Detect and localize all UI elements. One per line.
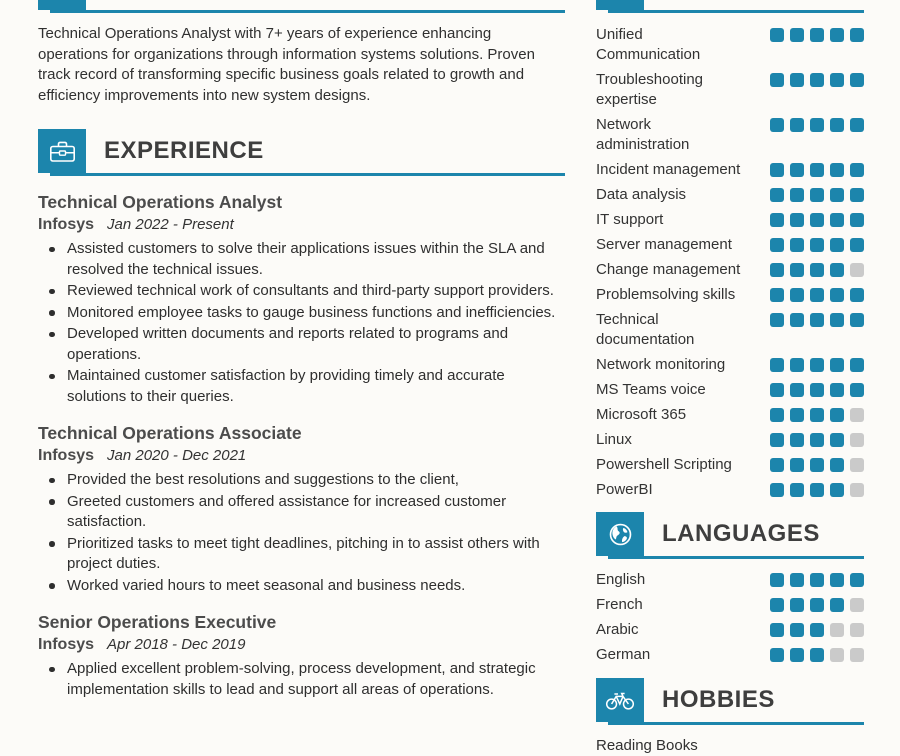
skill-level-squares bbox=[770, 310, 864, 327]
skills-header bbox=[596, 0, 864, 13]
level-square-filled bbox=[810, 408, 824, 422]
level-square-filled bbox=[830, 213, 844, 227]
level-square-filled bbox=[790, 188, 804, 202]
level-square-filled bbox=[770, 573, 784, 587]
summary-section bbox=[38, 0, 565, 106]
summary-underline bbox=[50, 10, 565, 13]
job-bullet: Provided the best resolutions and suggestions to the client, bbox=[38, 470, 565, 491]
skills-section bbox=[596, 0, 864, 500]
level-square-filled bbox=[810, 163, 824, 177]
level-square-filled bbox=[770, 648, 784, 662]
skill-level-squares bbox=[770, 260, 864, 277]
language-level-squares bbox=[770, 620, 864, 637]
level-square-filled bbox=[790, 263, 804, 277]
level-square-filled bbox=[770, 163, 784, 177]
level-square-filled bbox=[810, 483, 824, 497]
level-square-filled bbox=[790, 73, 804, 87]
language-label: French bbox=[596, 596, 643, 613]
skill-level-squares bbox=[770, 430, 864, 447]
level-square-filled bbox=[850, 573, 864, 587]
skill-label: Powershell Scripting bbox=[596, 456, 732, 473]
language-row bbox=[596, 645, 864, 665]
experience-title: EXPERIENCE bbox=[104, 137, 264, 164]
level-square-filled bbox=[830, 458, 844, 472]
skill-row bbox=[596, 285, 864, 305]
level-square-filled bbox=[790, 358, 804, 372]
level-square-filled bbox=[850, 383, 864, 397]
level-square-filled bbox=[790, 28, 804, 42]
level-square-filled bbox=[830, 188, 844, 202]
level-square-filled bbox=[810, 263, 824, 277]
language-row bbox=[596, 595, 864, 615]
hobby-list bbox=[596, 735, 864, 756]
skill-label: MS Teams voice bbox=[596, 381, 706, 398]
level-square-filled bbox=[790, 458, 804, 472]
skill-label: Network monitoring bbox=[596, 356, 726, 373]
summary-text: Technical Operations Analyst with 7+ years of experience enhancing operations for organizations through information systems solutions. Proven track record of transforming specific business goals related to growth and efficiency improvements into new system designs. bbox=[38, 25, 535, 104]
skill-level-squares bbox=[770, 70, 864, 87]
level-square-filled bbox=[830, 118, 844, 132]
job-bullet: Prioritized tasks to meet tight deadlines, pitching in to assist others with project duties. bbox=[38, 534, 565, 575]
level-square-filled bbox=[810, 288, 824, 302]
job-list bbox=[38, 190, 565, 700]
level-square-filled bbox=[770, 623, 784, 637]
job-bullet: Maintained customer satisfaction by providing timely and accurate solutions to their queries. bbox=[38, 366, 565, 407]
level-square-filled bbox=[770, 598, 784, 612]
skill-list bbox=[596, 25, 864, 500]
level-square-filled bbox=[790, 408, 804, 422]
right-column bbox=[596, 0, 864, 756]
skill-label: Linux bbox=[596, 431, 632, 448]
job-entry bbox=[38, 190, 565, 407]
job-title: Senior Operations Executive bbox=[38, 612, 277, 632]
level-square-empty bbox=[830, 623, 844, 637]
level-square-filled bbox=[850, 358, 864, 372]
left-column bbox=[38, 0, 565, 701]
languages-header bbox=[596, 512, 864, 559]
level-square-filled bbox=[830, 238, 844, 252]
level-square-filled bbox=[830, 163, 844, 177]
level-square-filled bbox=[810, 598, 824, 612]
job-bullet: Applied excellent problem-solving, process development, and strategic implementation skills to lead and support all areas of operations. bbox=[38, 659, 565, 700]
job-meta bbox=[38, 445, 565, 467]
level-square-filled bbox=[790, 433, 804, 447]
languages-underline bbox=[608, 556, 864, 559]
level-square-filled bbox=[830, 433, 844, 447]
level-square-filled bbox=[770, 383, 784, 397]
level-square-filled bbox=[790, 213, 804, 227]
level-square-filled bbox=[790, 573, 804, 587]
languages-title: LANGUAGES bbox=[662, 520, 820, 547]
summary-header bbox=[38, 0, 565, 13]
level-square-filled bbox=[830, 28, 844, 42]
job-bullet: Greeted customers and offered assistance for increased customer satisfaction. bbox=[38, 492, 565, 533]
job-bullet: Monitored employee tasks to gauge business functions and inefficiencies. bbox=[38, 303, 565, 324]
level-square-filled bbox=[810, 573, 824, 587]
skill-level-squares bbox=[770, 25, 864, 42]
level-square-filled bbox=[810, 73, 824, 87]
level-square-filled bbox=[850, 213, 864, 227]
level-square-filled bbox=[770, 28, 784, 42]
skill-label: Problemsolving skills bbox=[596, 286, 736, 303]
summary-title bbox=[104, 0, 231, 2]
skill-label: Data analysis bbox=[596, 186, 687, 203]
skill-label: Unified Communication bbox=[596, 26, 701, 63]
level-square-filled bbox=[810, 458, 824, 472]
job-meta bbox=[38, 214, 565, 236]
level-square-filled bbox=[830, 483, 844, 497]
level-square-filled bbox=[770, 238, 784, 252]
job-title: Technical Operations Associate bbox=[38, 423, 302, 443]
level-square-filled bbox=[770, 408, 784, 422]
level-square-filled bbox=[770, 313, 784, 327]
experience-section bbox=[38, 129, 565, 700]
level-square-filled bbox=[790, 163, 804, 177]
star-icon bbox=[596, 0, 644, 10]
level-square-filled bbox=[850, 163, 864, 177]
level-square-filled bbox=[790, 383, 804, 397]
skill-label: Change management bbox=[596, 261, 741, 278]
level-square-filled bbox=[810, 648, 824, 662]
skill-row bbox=[596, 380, 864, 400]
skill-label: Server management bbox=[596, 236, 732, 253]
experience-header bbox=[38, 129, 565, 176]
skill-label: Network administration bbox=[596, 116, 690, 153]
level-square-filled bbox=[810, 433, 824, 447]
job-dates: Jan 2020 - Dec 2021 bbox=[107, 447, 247, 464]
skill-row bbox=[596, 25, 864, 65]
skill-label: Troubleshooting expertise bbox=[596, 71, 704, 108]
skill-row bbox=[596, 405, 864, 425]
job-dates: Jan 2022 - Present bbox=[107, 216, 234, 233]
level-square-filled bbox=[790, 648, 804, 662]
level-square-empty bbox=[850, 458, 864, 472]
level-square-filled bbox=[830, 383, 844, 397]
job-bullet: Assisted customers to solve their applications issues within the SLA and resolved the technical issues. bbox=[38, 239, 565, 280]
skill-row bbox=[596, 70, 864, 110]
skill-label: Incident management bbox=[596, 161, 741, 178]
level-square-filled bbox=[770, 458, 784, 472]
skill-label: IT support bbox=[596, 211, 664, 228]
level-square-filled bbox=[790, 313, 804, 327]
hobbies-header bbox=[596, 678, 864, 725]
bicycle-icon bbox=[596, 678, 644, 722]
briefcase-icon bbox=[38, 129, 86, 173]
skill-level-squares bbox=[770, 185, 864, 202]
level-square-filled bbox=[830, 408, 844, 422]
skill-level-squares bbox=[770, 405, 864, 422]
level-square-filled bbox=[810, 188, 824, 202]
level-square-filled bbox=[770, 433, 784, 447]
skill-row bbox=[596, 480, 864, 500]
level-square-filled bbox=[830, 573, 844, 587]
level-square-filled bbox=[850, 188, 864, 202]
level-square-filled bbox=[850, 73, 864, 87]
level-square-filled bbox=[830, 263, 844, 277]
skill-label: Technical documentation bbox=[596, 311, 695, 348]
level-square-filled bbox=[810, 383, 824, 397]
level-square-filled bbox=[810, 28, 824, 42]
language-row bbox=[596, 570, 864, 590]
job-company: Infosys bbox=[38, 447, 95, 464]
level-square-filled bbox=[810, 118, 824, 132]
skill-row bbox=[596, 355, 864, 375]
job-company: Infosys bbox=[38, 216, 95, 233]
job-title: Technical Operations Analyst bbox=[38, 192, 283, 212]
level-square-empty bbox=[850, 483, 864, 497]
job-bullets bbox=[38, 239, 565, 407]
level-square-filled bbox=[770, 288, 784, 302]
level-square-filled bbox=[850, 238, 864, 252]
skill-row bbox=[596, 260, 864, 280]
level-square-empty bbox=[850, 648, 864, 662]
level-square-filled bbox=[830, 73, 844, 87]
skill-row bbox=[596, 185, 864, 205]
language-label: English bbox=[596, 571, 646, 588]
level-square-empty bbox=[850, 263, 864, 277]
skill-label: PowerBI bbox=[596, 481, 653, 498]
level-square-filled bbox=[790, 483, 804, 497]
job-entry bbox=[38, 610, 565, 700]
job-bullet: Worked varied hours to meet seasonal and business needs. bbox=[38, 576, 565, 597]
skill-row bbox=[596, 455, 864, 475]
level-square-filled bbox=[770, 118, 784, 132]
skill-level-squares bbox=[770, 210, 864, 227]
level-square-filled bbox=[770, 213, 784, 227]
skill-level-squares bbox=[770, 380, 864, 397]
level-square-filled bbox=[790, 623, 804, 637]
skill-level-squares bbox=[770, 355, 864, 372]
skill-row bbox=[596, 235, 864, 255]
skill-label: Microsoft 365 bbox=[596, 406, 687, 423]
language-level-squares bbox=[770, 595, 864, 612]
level-square-empty bbox=[850, 408, 864, 422]
language-level-squares bbox=[770, 570, 864, 587]
skill-level-squares bbox=[770, 480, 864, 497]
skill-row bbox=[596, 115, 864, 155]
level-square-filled bbox=[810, 623, 824, 637]
level-square-filled bbox=[830, 288, 844, 302]
level-square-empty bbox=[830, 648, 844, 662]
skill-row bbox=[596, 160, 864, 180]
level-square-filled bbox=[810, 358, 824, 372]
skill-level-squares bbox=[770, 160, 864, 177]
level-square-filled bbox=[830, 313, 844, 327]
level-square-empty bbox=[850, 433, 864, 447]
level-square-filled bbox=[810, 213, 824, 227]
hobbies-section bbox=[596, 678, 864, 756]
language-row bbox=[596, 620, 864, 640]
job-dates: Apr 2018 - Dec 2019 bbox=[107, 636, 246, 653]
skill-level-squares bbox=[770, 285, 864, 302]
skill-row bbox=[596, 430, 864, 450]
level-square-filled bbox=[790, 288, 804, 302]
level-square-filled bbox=[850, 28, 864, 42]
level-square-filled bbox=[850, 288, 864, 302]
skill-level-squares bbox=[770, 455, 864, 472]
job-entry bbox=[38, 421, 565, 596]
level-square-filled bbox=[790, 118, 804, 132]
skill-row bbox=[596, 210, 864, 230]
hobbies-underline bbox=[608, 722, 864, 725]
level-square-empty bbox=[850, 623, 864, 637]
level-square-filled bbox=[790, 238, 804, 252]
level-square-filled bbox=[850, 313, 864, 327]
job-bullet: Developed written documents and reports related to programs and operations. bbox=[38, 324, 565, 365]
level-square-filled bbox=[830, 598, 844, 612]
skill-row bbox=[596, 310, 864, 350]
experience-underline bbox=[50, 173, 565, 176]
document-icon bbox=[38, 0, 86, 10]
language-list bbox=[596, 570, 864, 665]
language-level-squares bbox=[770, 645, 864, 662]
languages-section bbox=[596, 512, 864, 665]
level-square-filled bbox=[770, 188, 784, 202]
globe-icon bbox=[596, 512, 644, 556]
hobbies-title: HOBBIES bbox=[662, 686, 775, 713]
skill-level-squares bbox=[770, 115, 864, 132]
language-label: Arabic bbox=[596, 621, 639, 638]
language-label: German bbox=[596, 646, 651, 663]
level-square-empty bbox=[850, 598, 864, 612]
job-bullet: Reviewed technical work of consultants and third-party support providers. bbox=[38, 281, 565, 302]
level-square-filled bbox=[830, 358, 844, 372]
job-meta bbox=[38, 634, 565, 656]
skill-level-squares bbox=[770, 235, 864, 252]
hobby-item: Reading Books bbox=[596, 737, 698, 754]
level-square-filled bbox=[770, 263, 784, 277]
level-square-filled bbox=[770, 73, 784, 87]
level-square-filled bbox=[850, 118, 864, 132]
skills-title bbox=[662, 0, 750, 2]
skills-underline bbox=[608, 10, 864, 13]
level-square-filled bbox=[770, 483, 784, 497]
level-square-filled bbox=[810, 238, 824, 252]
level-square-filled bbox=[790, 598, 804, 612]
job-bullets bbox=[38, 470, 565, 596]
job-company: Infosys bbox=[38, 636, 95, 653]
level-square-filled bbox=[770, 358, 784, 372]
level-square-filled bbox=[810, 313, 824, 327]
job-bullets bbox=[38, 659, 565, 700]
